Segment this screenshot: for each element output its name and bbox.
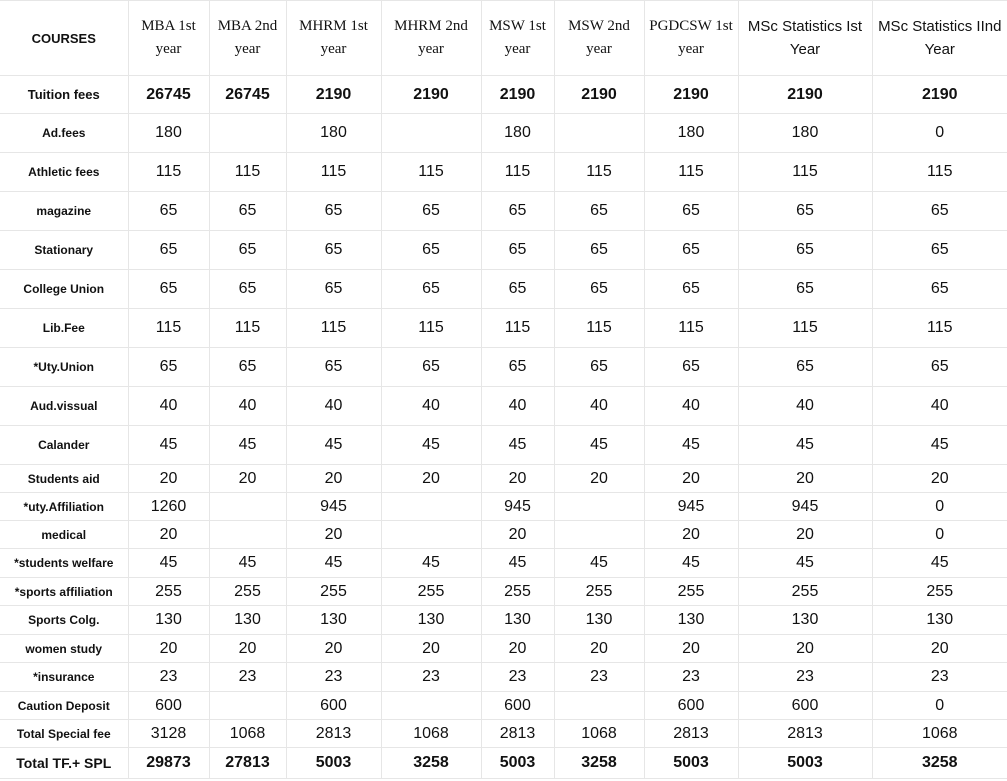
fee-cell: 45: [872, 426, 1007, 465]
fee-cell: 65: [738, 348, 872, 387]
fee-cell: 65: [381, 231, 481, 270]
fee-cell: 65: [128, 270, 209, 309]
fee-cell: 20: [554, 465, 644, 493]
header-row: [0, 1, 1007, 76]
fee-cell: 115: [209, 309, 286, 348]
fee-cell: [554, 493, 644, 521]
fee-cell: 65: [286, 231, 381, 270]
fee-cell: 20: [738, 635, 872, 663]
fee-cell: 115: [128, 153, 209, 192]
fee-cell: 5003: [481, 748, 554, 779]
fee-cell: 180: [481, 114, 554, 153]
fee-cell: 20: [872, 635, 1007, 663]
fee-cell: 115: [738, 153, 872, 192]
row-label: Tuition fees: [0, 76, 128, 114]
fee-cell: 65: [128, 348, 209, 387]
fee-cell: 115: [286, 153, 381, 192]
course-header: PGDCSW 1st year: [644, 1, 738, 76]
fee-cell: 65: [554, 270, 644, 309]
fee-cell: 40: [481, 387, 554, 426]
fee-cell: 23: [128, 663, 209, 692]
fee-cell: 40: [872, 387, 1007, 426]
fee-cell: 45: [644, 549, 738, 578]
fee-cell: 115: [554, 309, 644, 348]
fee-cell: 115: [872, 153, 1007, 192]
fee-cell: 20: [738, 521, 872, 549]
fee-cell: 20: [381, 465, 481, 493]
fee-cell: 2190: [872, 76, 1007, 114]
fee-cell: 1068: [209, 720, 286, 748]
fee-cell: 2190: [481, 76, 554, 114]
fee-cell: 65: [128, 192, 209, 231]
fee-cell: 255: [128, 578, 209, 606]
fee-cell: 65: [644, 270, 738, 309]
fee-cell: 20: [644, 521, 738, 549]
fee-cell: [209, 692, 286, 720]
fee-cell: 23: [381, 663, 481, 692]
fee-cell: 600: [644, 692, 738, 720]
row-label: Ad.fees: [0, 114, 128, 153]
row-label: Caution Deposit: [0, 692, 128, 720]
fee-cell: 65: [738, 231, 872, 270]
fee-cell: 1068: [872, 720, 1007, 748]
row-label: Total Special fee: [0, 720, 128, 748]
fee-cell: 0: [872, 493, 1007, 521]
fee-cell: 130: [128, 606, 209, 635]
row-label: Athletic fees: [0, 153, 128, 192]
fee-cell: 0: [872, 692, 1007, 720]
fee-cell: 20: [209, 635, 286, 663]
fee-cell: 45: [128, 426, 209, 465]
fee-cell: 65: [286, 270, 381, 309]
fee-cell: 600: [128, 692, 209, 720]
fee-cell: 65: [738, 270, 872, 309]
course-header: MSW 2nd year: [554, 1, 644, 76]
fee-cell: 23: [481, 663, 554, 692]
course-header: MSc Statistics IInd Year: [872, 1, 1007, 76]
fee-cell: [381, 521, 481, 549]
row-label: Calander: [0, 426, 128, 465]
fee-cell: 115: [872, 309, 1007, 348]
fee-cell: 255: [738, 578, 872, 606]
fee-cell: 45: [209, 549, 286, 578]
fee-cell: 3258: [872, 748, 1007, 779]
fee-cell: 45: [209, 426, 286, 465]
fee-cell: 65: [209, 270, 286, 309]
table-row: [0, 635, 1007, 663]
fee-cell: 945: [286, 493, 381, 521]
fee-cell: 255: [381, 578, 481, 606]
fee-cell: 23: [286, 663, 381, 692]
table-row: [0, 663, 1007, 692]
fee-cell: 65: [381, 348, 481, 387]
fee-cell: 45: [381, 426, 481, 465]
fee-cell: 65: [644, 348, 738, 387]
fee-cell: 115: [644, 153, 738, 192]
fee-cell: 65: [644, 231, 738, 270]
fee-cell: 45: [738, 426, 872, 465]
course-header: MBA 1st year: [128, 1, 209, 76]
table-row: [0, 748, 1007, 779]
table-row: [0, 114, 1007, 153]
fee-cell: 65: [554, 348, 644, 387]
fee-cell: 23: [872, 663, 1007, 692]
fee-cell: 65: [554, 192, 644, 231]
table-row: [0, 231, 1007, 270]
fee-cell: 65: [481, 348, 554, 387]
fee-cell: 20: [481, 635, 554, 663]
fee-cell: [381, 493, 481, 521]
table-row: [0, 493, 1007, 521]
fee-cell: 0: [872, 521, 1007, 549]
fee-cell: 130: [286, 606, 381, 635]
row-label: women study: [0, 635, 128, 663]
fee-cell: 26745: [209, 76, 286, 114]
courses-header: COURSES: [0, 1, 128, 76]
table-row: [0, 720, 1007, 748]
fee-cell: 20: [481, 465, 554, 493]
fee-cell: 40: [554, 387, 644, 426]
fee-cell: 2190: [554, 76, 644, 114]
fee-cell: 600: [481, 692, 554, 720]
fee-cell: 40: [644, 387, 738, 426]
fee-cell: 255: [286, 578, 381, 606]
fee-cell: 2813: [644, 720, 738, 748]
fee-cell: 255: [872, 578, 1007, 606]
fee-cell: 130: [381, 606, 481, 635]
fee-cell: 180: [738, 114, 872, 153]
fee-cell: 115: [481, 153, 554, 192]
fee-cell: 115: [128, 309, 209, 348]
fee-cell: 65: [481, 231, 554, 270]
fee-cell: 20: [381, 635, 481, 663]
fee-cell: 5003: [738, 748, 872, 779]
fee-cell: 23: [644, 663, 738, 692]
fee-cell: 65: [209, 348, 286, 387]
fee-cell: 65: [286, 348, 381, 387]
row-label: Stationary: [0, 231, 128, 270]
fee-cell: 130: [554, 606, 644, 635]
fee-cell: 45: [554, 426, 644, 465]
table-row: [0, 192, 1007, 231]
fee-cell: 45: [128, 549, 209, 578]
fee-cell: 5003: [286, 748, 381, 779]
row-label: College Union: [0, 270, 128, 309]
fee-cell: 65: [286, 192, 381, 231]
fee-cell: 45: [481, 426, 554, 465]
fee-cell: 255: [209, 578, 286, 606]
fee-cell: 115: [554, 153, 644, 192]
fee-cell: 3258: [554, 748, 644, 779]
fee-cell: 1260: [128, 493, 209, 521]
fee-cell: [554, 692, 644, 720]
fee-cell: 65: [381, 270, 481, 309]
fee-cell: 1068: [381, 720, 481, 748]
table-row: [0, 153, 1007, 192]
row-label: Lib.Fee: [0, 309, 128, 348]
table-row: [0, 692, 1007, 720]
fee-cell: 45: [481, 549, 554, 578]
course-header: MHRM 2nd year: [381, 1, 481, 76]
table-row: [0, 465, 1007, 493]
table-row: [0, 76, 1007, 114]
fee-cell: 115: [738, 309, 872, 348]
fee-cell: 20: [286, 465, 381, 493]
fee-cell: 65: [554, 231, 644, 270]
table-row: [0, 606, 1007, 635]
fee-cell: 600: [286, 692, 381, 720]
row-label: *insurance: [0, 663, 128, 692]
course-header: MHRM 1st year: [286, 1, 381, 76]
fee-cell: 65: [872, 231, 1007, 270]
fee-cell: 20: [128, 465, 209, 493]
fee-cell: 45: [738, 549, 872, 578]
fee-cell: 40: [381, 387, 481, 426]
row-label: *sports affiliation: [0, 578, 128, 606]
fee-cell: 65: [209, 231, 286, 270]
fee-cell: 45: [286, 549, 381, 578]
fee-cell: 45: [872, 549, 1007, 578]
table-row: [0, 309, 1007, 348]
fee-cell: 600: [738, 692, 872, 720]
fee-cell: 945: [738, 493, 872, 521]
fee-cell: 115: [481, 309, 554, 348]
course-header: MSW 1st year: [481, 1, 554, 76]
fee-cell: 180: [644, 114, 738, 153]
fee-cell: 20: [738, 465, 872, 493]
fee-cell: 40: [128, 387, 209, 426]
fee-cell: 130: [872, 606, 1007, 635]
fee-cell: 3128: [128, 720, 209, 748]
fee-cell: 115: [644, 309, 738, 348]
fee-cell: [209, 114, 286, 153]
fee-cell: 255: [644, 578, 738, 606]
fee-cell: [209, 521, 286, 549]
fee-cell: 45: [554, 549, 644, 578]
table-body: [0, 76, 1007, 779]
fee-cell: 5003: [644, 748, 738, 779]
fee-cell: 115: [209, 153, 286, 192]
row-label: medical: [0, 521, 128, 549]
fee-cell: 20: [286, 521, 381, 549]
row-label: Students aid: [0, 465, 128, 493]
fee-cell: 3258: [381, 748, 481, 779]
row-label: Aud.vissual: [0, 387, 128, 426]
fee-cell: 1068: [554, 720, 644, 748]
fee-cell: 65: [481, 270, 554, 309]
fee-cell: 255: [481, 578, 554, 606]
fee-cell: 45: [286, 426, 381, 465]
fee-cell: 20: [128, 521, 209, 549]
fee-cell: 65: [872, 270, 1007, 309]
fee-cell: 115: [381, 309, 481, 348]
fee-cell: 20: [128, 635, 209, 663]
fee-cell: 23: [209, 663, 286, 692]
fee-cell: 255: [554, 578, 644, 606]
fee-cell: 40: [738, 387, 872, 426]
fee-cell: [209, 493, 286, 521]
fee-cell: 65: [481, 192, 554, 231]
fee-cell: 20: [286, 635, 381, 663]
fee-cell: 945: [644, 493, 738, 521]
fee-cell: 20: [644, 635, 738, 663]
fee-cell: [554, 521, 644, 549]
fee-cell: 945: [481, 493, 554, 521]
fee-cell: 65: [738, 192, 872, 231]
table-row: [0, 521, 1007, 549]
fee-cell: [381, 114, 481, 153]
course-header: MBA 2nd year: [209, 1, 286, 76]
fee-cell: 23: [738, 663, 872, 692]
fee-cell: [381, 692, 481, 720]
fee-cell: 26745: [128, 76, 209, 114]
fee-cell: 65: [128, 231, 209, 270]
fee-cell: 45: [644, 426, 738, 465]
fee-cell: 115: [381, 153, 481, 192]
fee-cell: 180: [128, 114, 209, 153]
fee-cell: 40: [286, 387, 381, 426]
course-header: MSc Statistics Ist Year: [738, 1, 872, 76]
row-label: *students welfare: [0, 549, 128, 578]
fee-cell: 115: [286, 309, 381, 348]
fee-cell: 20: [554, 635, 644, 663]
fee-cell: 65: [209, 192, 286, 231]
table-row: [0, 426, 1007, 465]
fee-cell: 130: [481, 606, 554, 635]
table-row: [0, 578, 1007, 606]
table-row: [0, 270, 1007, 309]
row-label: Sports Colg.: [0, 606, 128, 635]
fee-cell: 20: [872, 465, 1007, 493]
fee-cell: 2190: [738, 76, 872, 114]
fee-cell: [554, 114, 644, 153]
fee-cell: 2190: [286, 76, 381, 114]
fee-cell: 130: [738, 606, 872, 635]
fee-cell: 180: [286, 114, 381, 153]
fee-cell: 2813: [481, 720, 554, 748]
fee-cell: 27813: [209, 748, 286, 779]
fee-cell: 0: [872, 114, 1007, 153]
row-label: *uty.Affiliation: [0, 493, 128, 521]
table-row: [0, 549, 1007, 578]
fee-cell: 2813: [286, 720, 381, 748]
fee-cell: 20: [644, 465, 738, 493]
row-label: magazine: [0, 192, 128, 231]
fee-cell: 130: [644, 606, 738, 635]
table-header: [0, 1, 1007, 76]
row-label: Total TF.+ SPL: [0, 748, 128, 779]
fee-cell: 65: [872, 192, 1007, 231]
fee-cell: 40: [209, 387, 286, 426]
table-row: [0, 348, 1007, 387]
fee-cell: 20: [209, 465, 286, 493]
fee-cell: 65: [644, 192, 738, 231]
fee-cell: 29873: [128, 748, 209, 779]
row-label: *Uty.Union: [0, 348, 128, 387]
fee-cell: 23: [554, 663, 644, 692]
fee-cell: 2813: [738, 720, 872, 748]
fee-cell: 2190: [644, 76, 738, 114]
fee-cell: 20: [481, 521, 554, 549]
fee-cell: 65: [381, 192, 481, 231]
fee-cell: 65: [872, 348, 1007, 387]
fee-cell: 130: [209, 606, 286, 635]
fee-cell: 2190: [381, 76, 481, 114]
fee-cell: 45: [381, 549, 481, 578]
table-row: [0, 387, 1007, 426]
